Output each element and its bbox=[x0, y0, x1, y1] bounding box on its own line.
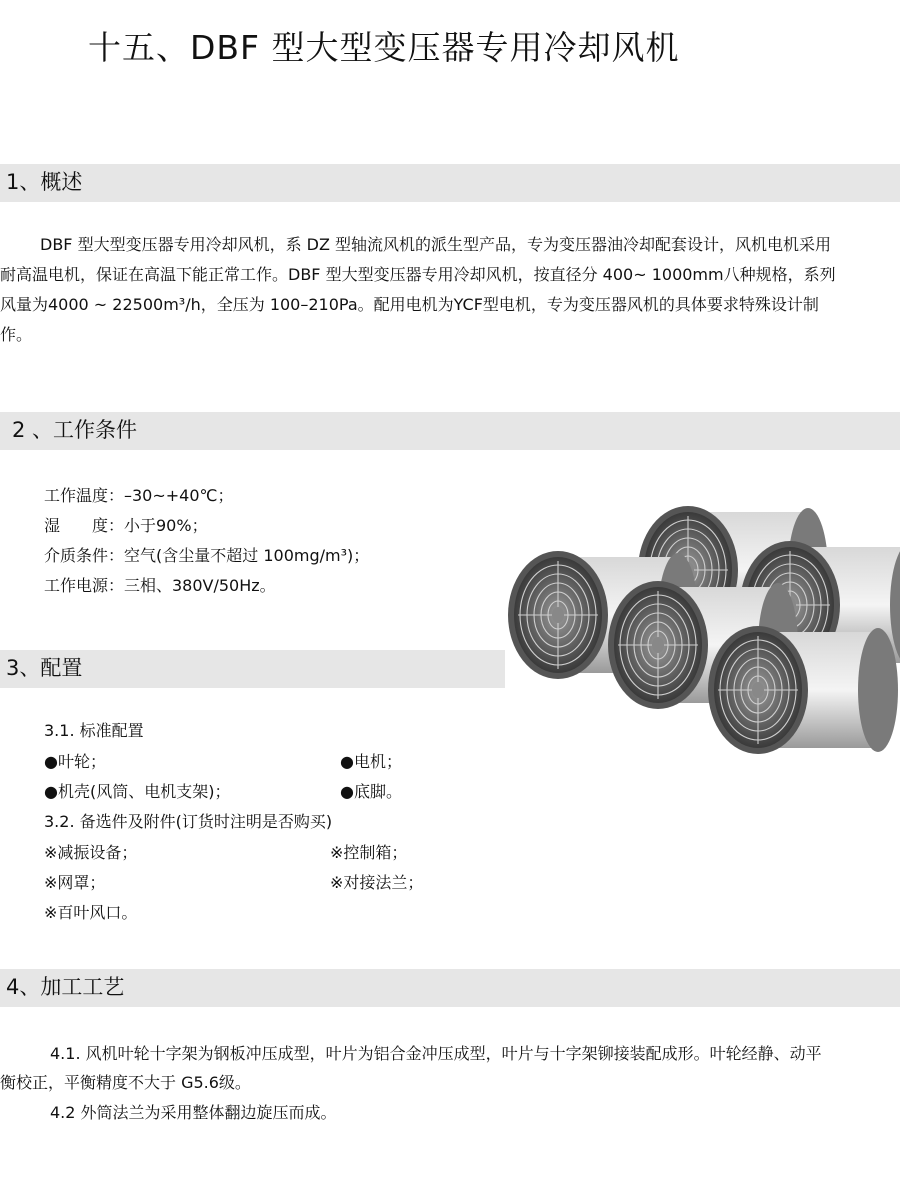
optional-item-guard: ※网罩； bbox=[44, 873, 106, 892]
section-heading: 1、概述 bbox=[6, 170, 83, 194]
optional-item-flange: ※对接法兰； bbox=[330, 873, 424, 892]
optional-item-control-box: ※控制箱； bbox=[330, 843, 408, 862]
condition-humidity: 湿 度：小于90%； bbox=[44, 516, 208, 535]
section-heading: 3、配置 bbox=[6, 656, 83, 680]
standard-config-title: 3.1. 标准配置 bbox=[44, 721, 144, 740]
cooling-fans-image bbox=[500, 495, 900, 770]
optional-config-title: 3.2. 备选件及附件(订货时注明是否购买) bbox=[44, 812, 333, 831]
section-header-conditions bbox=[0, 412, 900, 450]
section-header-overview bbox=[0, 164, 900, 202]
standard-item-motor: ●电机； bbox=[340, 752, 402, 771]
standard-item-impeller: ●叶轮； bbox=[44, 752, 106, 771]
condition-temperature: 工作温度：–30~+40℃； bbox=[44, 486, 234, 505]
standard-item-casing: ●机壳(风筒、电机支架)； bbox=[44, 782, 231, 801]
optional-item-louver: ※百叶风口。 bbox=[44, 903, 138, 922]
standard-item-base: ●底脚。 bbox=[340, 782, 402, 801]
process-paragraph-1: 4.1. 风机叶轮十字架为钢板冲压成型，叶片为铝合金冲压成型，叶片与十字架铆接装配成形。叶轮经静、动平衡校正，平衡精度不大于 G5.6级。 bbox=[0, 1044, 822, 1092]
optional-item-damper: ※减振设备； bbox=[44, 843, 138, 862]
section-header-configuration bbox=[0, 650, 505, 688]
page-title: 十五、DBF 型大型变压器专用冷却风机 bbox=[88, 28, 680, 67]
section-header-process bbox=[0, 969, 900, 1007]
section-heading: 4、加工工艺 bbox=[6, 975, 125, 999]
overview-paragraph: DBF 型大型变压器专用冷却风机，系 DZ 型轴流风机的派生型产品，专为变压器油冷却配套设计，风机电机采用耐高温电机，保证在高温下能正常工作。DBF 型大型变压器专用冷却风机，按直径分 400~ 1000mm八种规格，系列风量为4000 ~ 22500m³/h，全压为 100–210Pa。配用电机为YCF型电机，专为变压器风机的具体要求特殊设计制作。 bbox=[0, 235, 836, 344]
condition-medium: 介质条件：空气(含尘量不超过 100mg/m³)； bbox=[44, 546, 370, 565]
section-heading: 2 、工作条件 bbox=[12, 418, 138, 442]
process-paragraph-2: 4.2 外筒法兰为采用整体翻边旋压而成。 bbox=[50, 1103, 337, 1122]
condition-power: 工作电源：三相、380V/50Hz。 bbox=[44, 576, 276, 595]
